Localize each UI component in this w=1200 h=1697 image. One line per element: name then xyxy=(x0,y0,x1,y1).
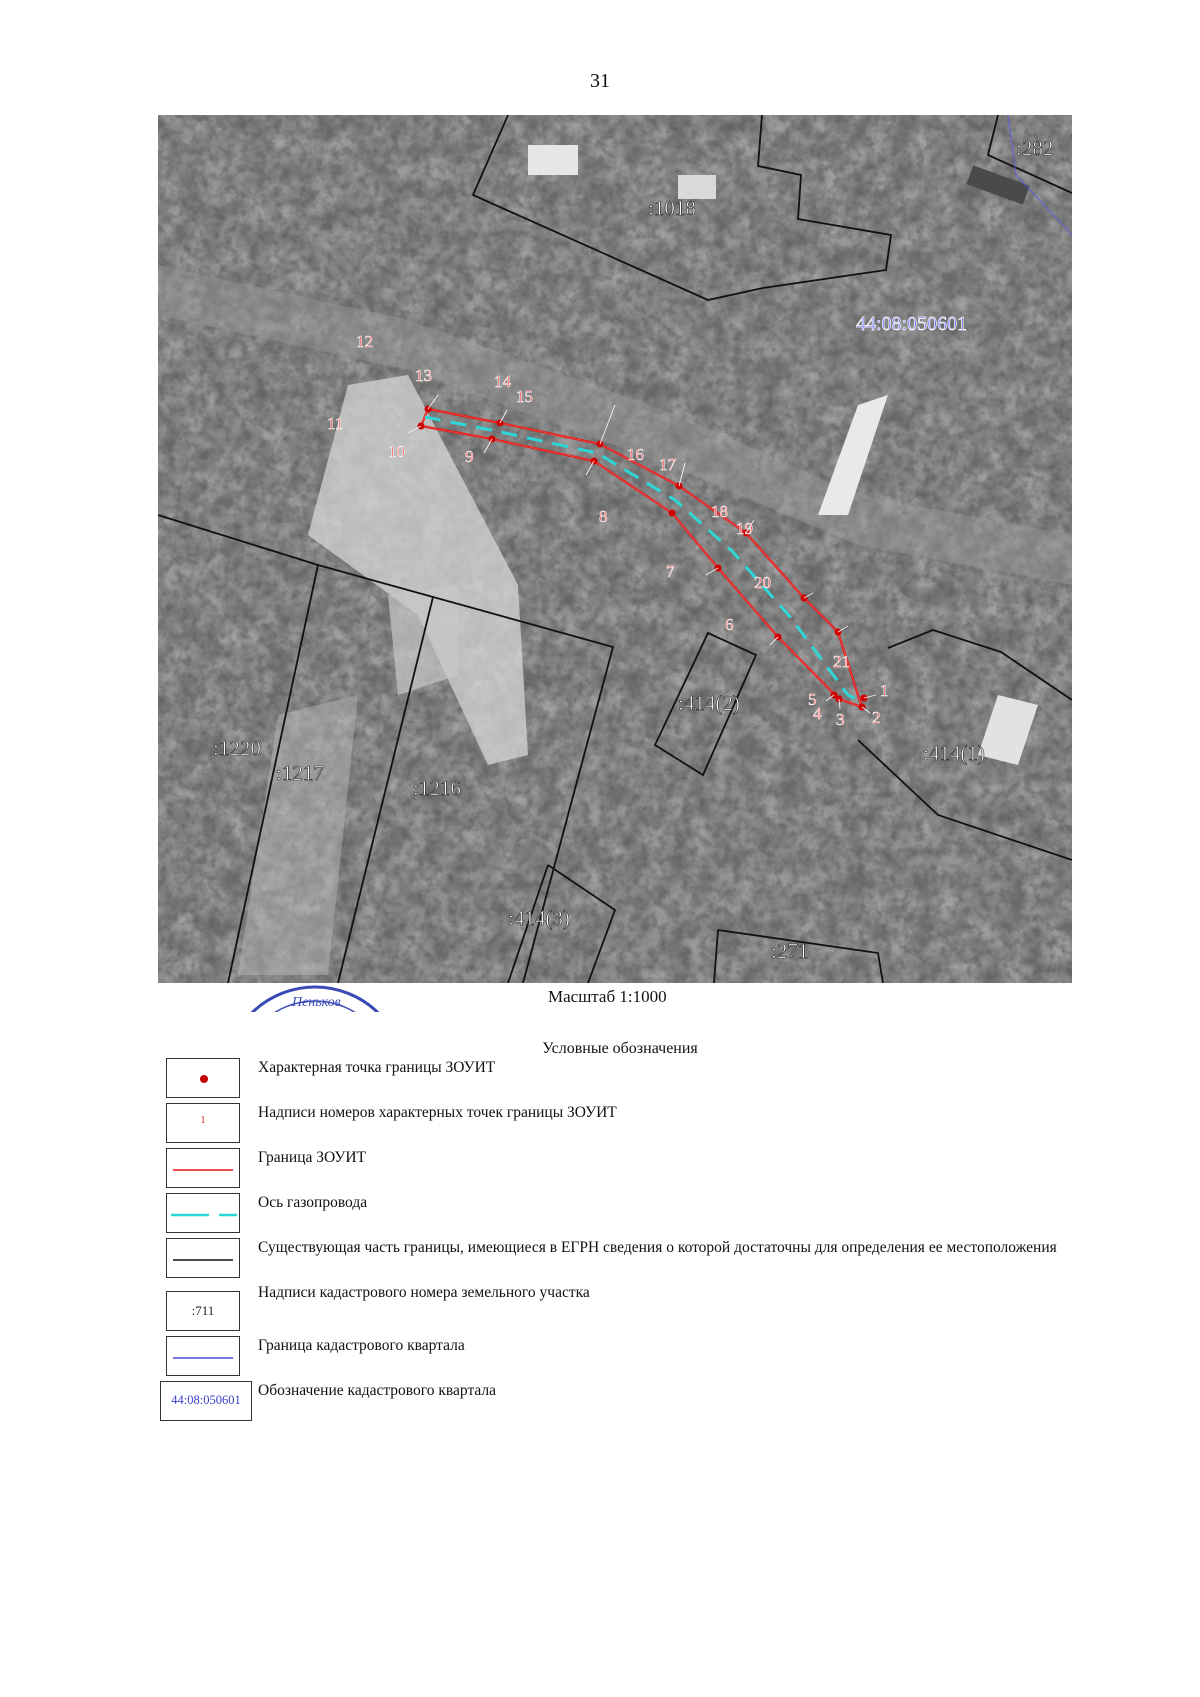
point-label: 4 xyxy=(813,704,822,723)
legend-item xyxy=(160,1103,1080,1147)
legend-symbol-box xyxy=(166,1291,240,1331)
legend-item-text: Существующая часть границы, имеющиеся в ЕГРН сведения о которой достаточны для определения ее местоположения xyxy=(258,1239,1057,1256)
point-label: 6 xyxy=(725,615,734,634)
legend-title: Условные обозначения xyxy=(542,1040,698,1057)
point-label: 7 xyxy=(666,562,675,581)
point-label: 17 xyxy=(659,455,676,474)
parcel-label: :271 xyxy=(771,939,809,963)
point-label: 15 xyxy=(516,387,533,406)
legend-symbol-box xyxy=(166,1238,240,1278)
map-svg xyxy=(158,115,1072,983)
legend-symbol-box xyxy=(166,1058,240,1098)
point-label: 19 xyxy=(736,519,753,538)
zouit-line-symbol xyxy=(167,1149,241,1189)
legend-symbol-box xyxy=(160,1381,252,1421)
boundary-point-symbol xyxy=(200,1075,208,1083)
quarter-boundary-symbol xyxy=(167,1337,241,1377)
point-label: 11 xyxy=(327,414,344,433)
parcel-boundary-symbol xyxy=(167,1239,241,1279)
parcel-label: :1220 xyxy=(213,736,261,760)
parcel-label: :414(2) xyxy=(678,691,740,715)
point-label: 1 xyxy=(880,681,889,700)
quarter-label-symbol: 44:08:050601 xyxy=(171,1393,241,1407)
seal-stamp-fragment xyxy=(240,982,390,1012)
legend-symbol-box xyxy=(166,1103,240,1143)
point-label: 9 xyxy=(465,447,474,466)
parcel-label: :1217 xyxy=(276,761,324,785)
legend-item-text: Граница ЗОУИТ xyxy=(258,1149,366,1166)
point-label: 3 xyxy=(836,710,845,729)
legend-item-text: Обозначение кадастрового квартала xyxy=(258,1382,497,1399)
point-label: 21 xyxy=(833,652,850,671)
boundary-point xyxy=(669,510,676,517)
legend-symbol-box xyxy=(166,1193,240,1233)
cadastral-map xyxy=(158,115,1072,983)
legend-item-text: Надписи номеров характерных точек границы ЗОУИТ xyxy=(258,1104,617,1121)
legend-symbol-box xyxy=(166,1148,240,1188)
stamp-text: Пеньков xyxy=(292,995,341,1010)
point-label: 10 xyxy=(388,442,405,461)
quarter-label: 44:08:050601 xyxy=(856,313,968,335)
legend-symbol-box xyxy=(166,1336,240,1376)
cadastral-number-symbol: :711 xyxy=(191,1303,215,1318)
point-label: 14 xyxy=(494,372,511,391)
parcel-label: :1018 xyxy=(648,196,696,220)
legend-item xyxy=(160,1336,1080,1380)
point-label: 8 xyxy=(599,507,608,526)
legend-item-text: Ось газопровода xyxy=(258,1194,368,1211)
page-number: 31 xyxy=(590,70,610,92)
parcel-label: :414(3) xyxy=(508,906,570,930)
point-label: 18 xyxy=(711,502,728,521)
point-label: 20 xyxy=(754,573,771,592)
legend-item xyxy=(160,1148,1080,1192)
legend-item xyxy=(160,1283,1080,1327)
parcel-label: :1216 xyxy=(413,776,461,800)
point-label: 2 xyxy=(872,708,881,727)
point-label: 16 xyxy=(627,445,644,464)
scale-label: Масштаб 1:1000 xyxy=(548,987,667,1006)
legend-item xyxy=(160,1238,1080,1282)
parcel-label: :414(1) xyxy=(923,741,985,765)
point-label-symbol: 1 xyxy=(200,1115,206,1126)
legend-item xyxy=(160,1381,1080,1425)
legend-item-text: Граница кадастрового квартала xyxy=(258,1337,465,1354)
point-label: 12 xyxy=(356,332,373,351)
point-label: 13 xyxy=(415,366,432,385)
legend-item-text: Характерная точка границы ЗОУИТ xyxy=(258,1059,496,1076)
legend-item-text: Надписи кадастрового номера земельного участка xyxy=(258,1284,590,1301)
building xyxy=(528,145,578,175)
point-label: 5 xyxy=(808,690,817,709)
pipeline-axis-symbol xyxy=(167,1194,241,1234)
parcel-label: :282 xyxy=(1016,136,1054,160)
legend-item xyxy=(160,1193,1080,1237)
legend-item xyxy=(160,1058,1080,1102)
